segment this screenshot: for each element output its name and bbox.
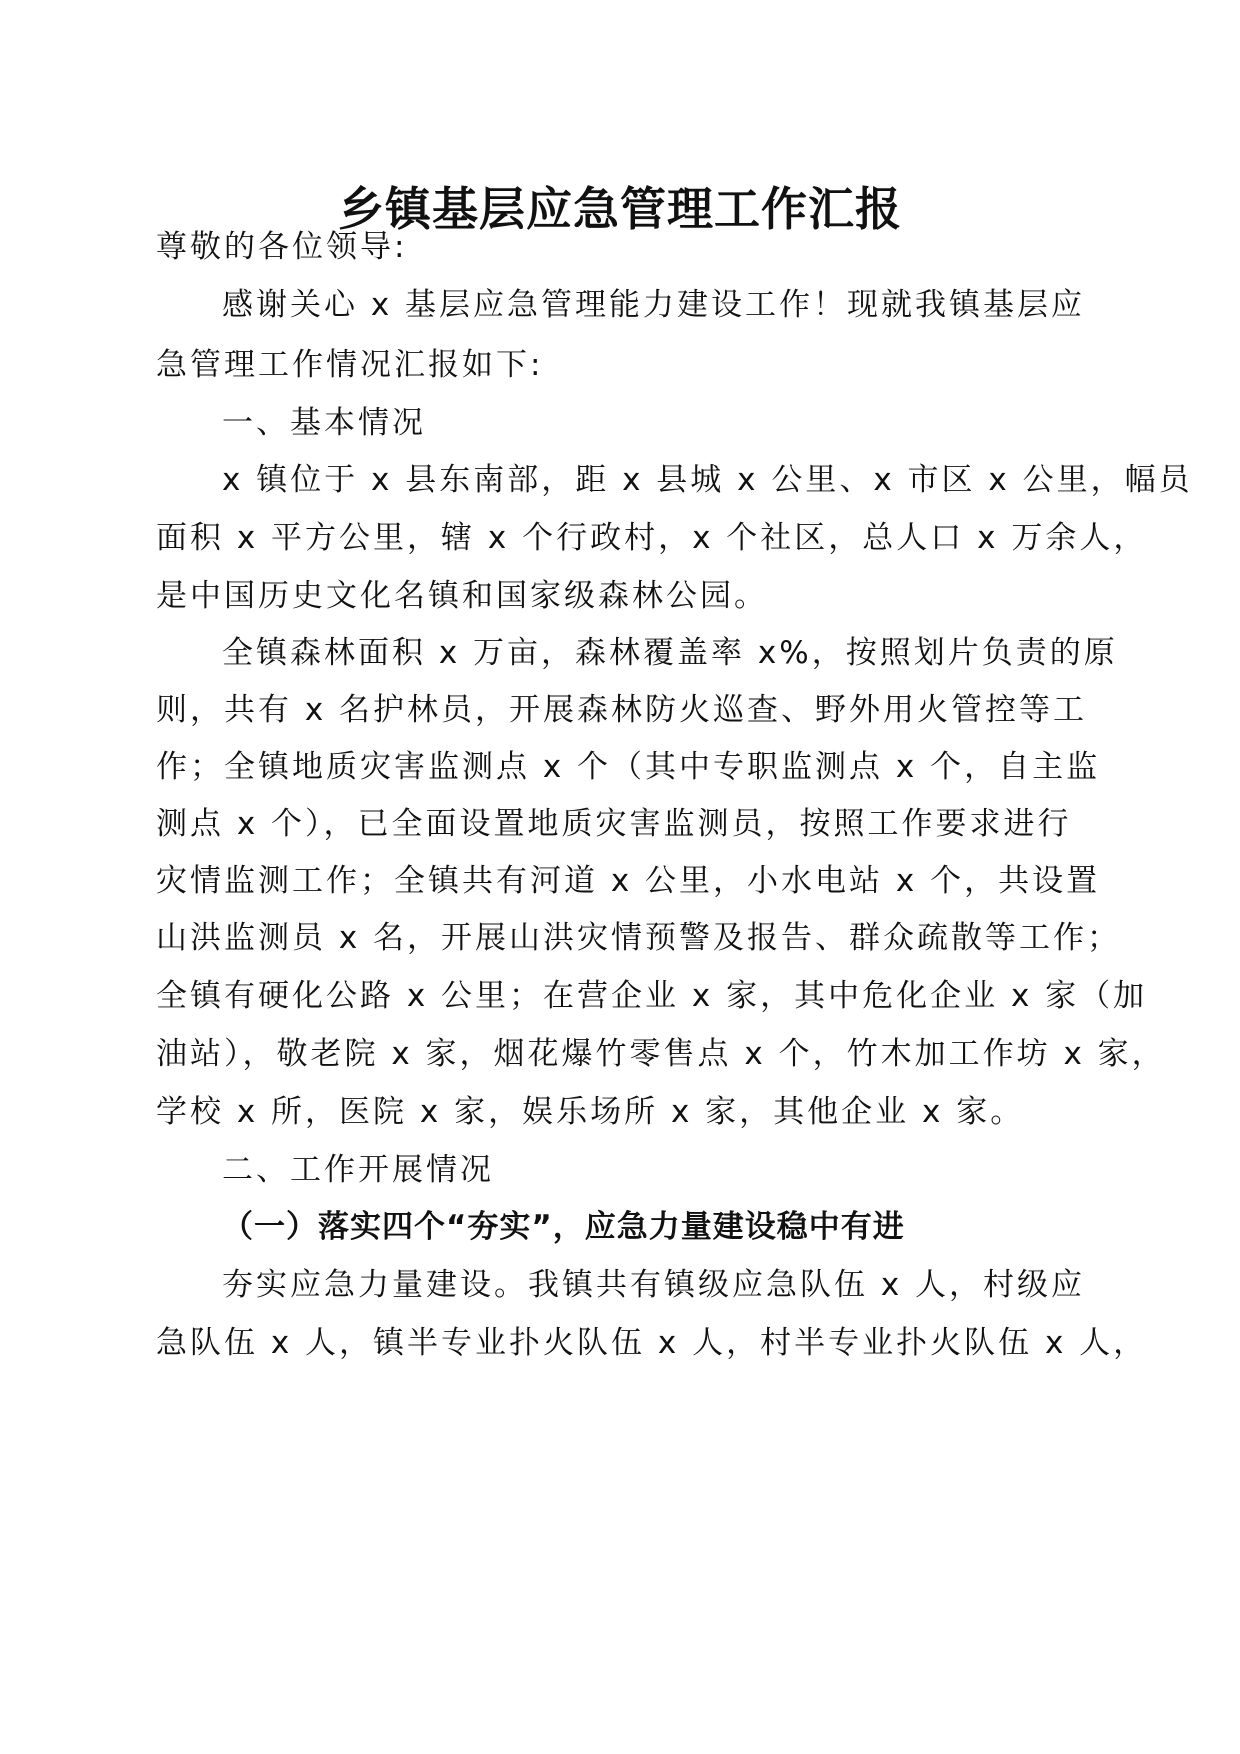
- paragraph-line: 作；全镇地质灾害监测点 x 个（其中专职监测点 x 个，自主监: [156, 749, 1101, 785]
- paragraph-line: 是中国历史文化名镇和国家级森林公园。: [156, 578, 768, 614]
- paragraph-line: 全镇有硬化公路 x 公里；在营企业 x 家，其中危化企业 x 家（加: [156, 978, 1148, 1014]
- paragraph-line: 感谢关心 x 基层应急管理能力建设工作！现就我镇基层应: [222, 287, 1086, 323]
- paragraph-line: 灾情监测工作；全镇共有河道 x 公里，小水电站 x 个，共设置: [156, 863, 1101, 899]
- salutation: 尊敬的各位领导:: [156, 229, 408, 265]
- paragraph-line: 夯实应急力量建设。我镇共有镇级应急队伍 x 人，村级应: [222, 1267, 1086, 1303]
- paragraph-line: 测点 x 个），已全面设置地质灾害监测员，按照工作要求进行: [156, 806, 1072, 842]
- paragraph-line: 面积 x 平方公里，辖 x 个行政村，x 个社区，总人口 x 万余人，: [156, 520, 1148, 556]
- subsection-heading: （一）落实四个“夯实”，应急力量建设稳中有进: [222, 1209, 905, 1245]
- paragraph-line: 山洪监测员 x 名，开展山洪灾情预警及报告、群众疏散等工作；: [156, 920, 1122, 956]
- paragraph-line: x 镇位于 x 县东南部，距 x 县城 x 公里、x 市区 x 公里，幅员: [222, 462, 1193, 498]
- paragraph-line: 学校 x 所，医院 x 家，娱乐场所 x 家，其他企业 x 家。: [156, 1094, 1025, 1130]
- paragraph-line: 急队伍 x 人，镇半专业扑火队伍 x 人，村半专业扑火队伍 x 人，: [156, 1325, 1148, 1361]
- document-title: 乡镇基层应急管理工作汇报: [338, 182, 902, 236]
- paragraph-line: 油站），敬老院 x 家，烟花爆竹零售点 x 个，竹木加工作坊 x 家，: [156, 1036, 1166, 1072]
- paragraph-line: 全镇森林面积 x 万亩，森林覆盖率 x%，按照划片负责的原: [222, 635, 1118, 671]
- section-heading: 二、工作开展情况: [222, 1152, 494, 1188]
- paragraph-line: 则，共有 x 名护林员，开展森林防火巡查、野外用火管控等工: [156, 692, 1088, 728]
- section-heading: 一、基本情况: [222, 405, 426, 441]
- paragraph-line: 急管理工作情况汇报如下:: [156, 347, 544, 383]
